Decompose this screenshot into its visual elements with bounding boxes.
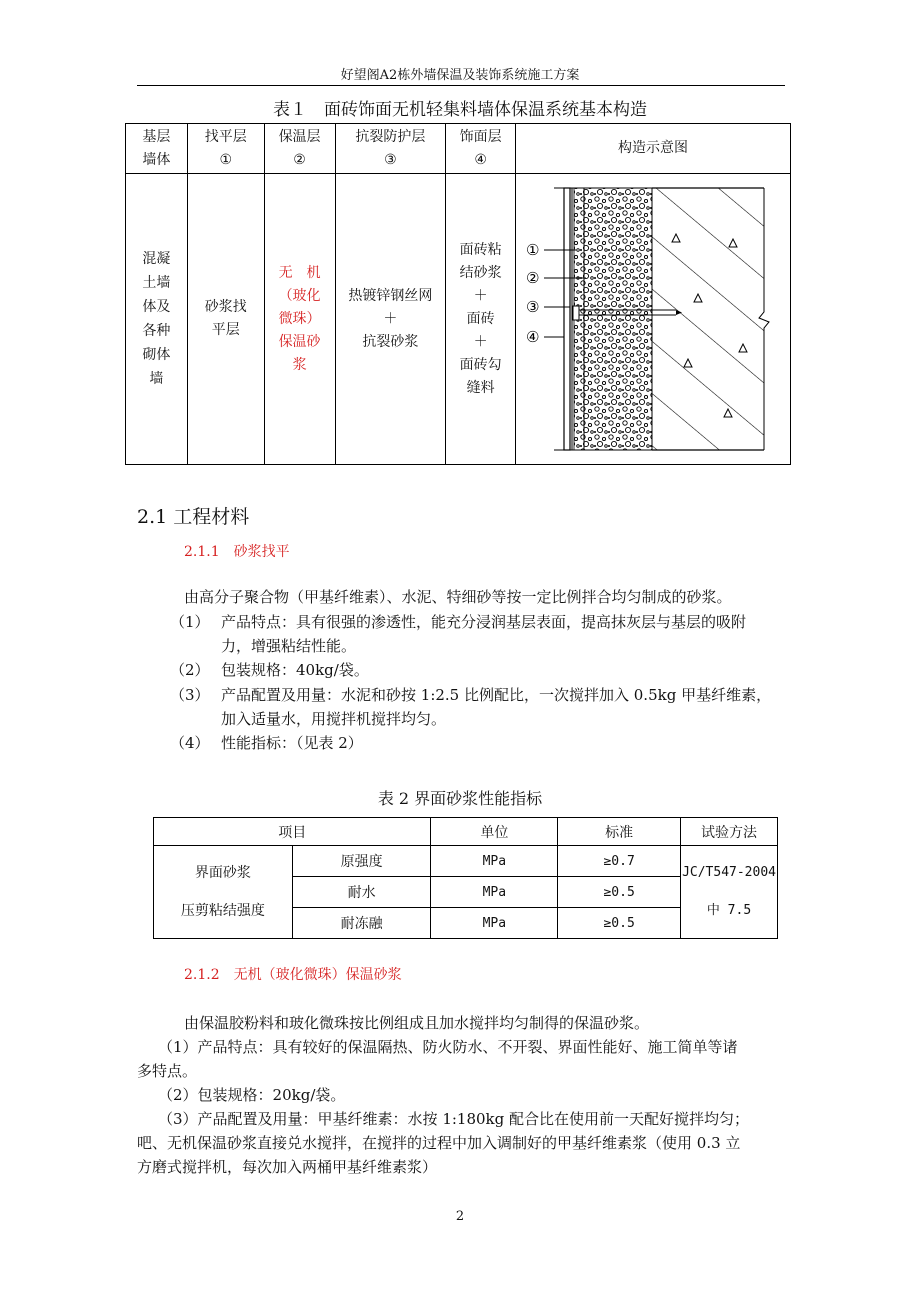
sub2-intro: 由保温胶粉料和玻化微珠按比例组成且加水搅拌均匀制得的保温砂浆。: [184, 1014, 650, 1032]
table1-header-finish: 饰面层 ④: [446, 124, 516, 174]
sub1-intro: 由高分子聚合物（甲基纤维素）、水泥、特细砂等按一定比例拌合均匀制成的砂浆。: [184, 588, 732, 606]
table2-group: 界面砂浆 压剪粘结强度: [154, 846, 293, 939]
subsection-1-title: 2.1.1 砂浆找平: [184, 544, 290, 560]
table2-row3-unit: MPa: [431, 908, 558, 939]
table2-row2-item: 耐水: [292, 877, 431, 908]
table2-caption: 表 2 界面砂浆性能指标: [377, 789, 543, 808]
table2-row2-std: ≥0.5: [558, 877, 681, 908]
table1-cell-finish: 面砖粘 结砂浆 ＋ 面砖 ＋ 面砖勾 缝料: [446, 174, 516, 465]
sub1-item-3-line2: 加入适量水，用搅拌机搅拌均匀。: [221, 710, 447, 728]
header-rule: [137, 85, 785, 86]
table1-cell-base: 混凝 土墙 体及 各种 砌体 墙: [126, 174, 188, 465]
sub1-item-4-line1: 性能指标：（见表 2）: [221, 734, 363, 752]
table1-cell-insulation: 无 机 （玻化 微珠） 保温砂 浆: [264, 174, 335, 465]
sub2-p1-line2: 多特点。: [137, 1062, 198, 1080]
table2-row3-item: 耐冻融: [292, 908, 431, 939]
table2-row1-std: ≥0.7: [558, 846, 681, 877]
diagram-label-2: ②: [526, 269, 540, 287]
sub2-p2: （2）包装规格：20kg/袋。: [158, 1086, 346, 1104]
sub1-item-3-num: （3）: [170, 686, 210, 704]
table2-row1-item: 原强度: [292, 846, 431, 877]
page-header: 好望阁A2栋外墙保温及装饰系统施工方案: [340, 68, 580, 83]
sub1-item-2-line1: 包装规格：40kg/袋。: [221, 661, 369, 679]
sub2-p3-line1: （3）产品配置及用量：甲基纤维素：水按 1:180kg 配合比在使用前一天配好搅拌均匀；: [158, 1110, 750, 1128]
sub1-item-4-num: （4）: [170, 734, 210, 752]
sub1-item-1-num: （1）: [170, 613, 210, 631]
table2-header-unit: 单位: [431, 818, 558, 846]
diagram-label-3: ③: [526, 298, 540, 316]
table2-row3-std: ≥0.5: [558, 908, 681, 939]
table2-header-method: 试验方法: [681, 818, 778, 846]
table2: [153, 817, 778, 939]
subsection-2-title: 2.1.2 无机（玻化微珠）保温砂浆: [184, 967, 402, 983]
table2-row2-unit: MPa: [431, 877, 558, 908]
page-number: 2: [455, 1209, 465, 1224]
table1: [125, 123, 791, 465]
table1-caption: 表１ 面砖饰面无机轻集料墙体保温系统基本构造: [273, 100, 647, 120]
table1-header-insulation: 保温层 ②: [264, 124, 335, 174]
table1-cell-level: 砂浆找 平层: [187, 174, 264, 465]
table1-header-diagram: 构造示意图: [516, 124, 791, 174]
table1-cell-crack: 热镀锌钢丝网 ＋ 抗裂砂浆: [335, 174, 446, 465]
table2-row1-unit: MPa: [431, 846, 558, 877]
sub2-p1-line1: （1）产品特点：具有较好的保温隔热、防火防水、不开裂、界面性能好、施工简单等诸: [158, 1038, 738, 1056]
table2-method: JC/T547-2004 中 7.5: [681, 846, 778, 939]
table2-header-item: 项目: [154, 818, 431, 846]
diagram-label-1: ①: [526, 241, 540, 259]
sub1-item-1-line1: 产品特点：具有很强的渗透性，能充分浸润基层表面，提高抹灰层与基层的吸附: [221, 613, 747, 631]
sub2-p3-line2: 吧、无机保温砂浆直接兑水搅拌，在搅拌的过程中加入调制好的甲基纤维素浆（使用 0.3 立: [137, 1134, 741, 1152]
construction-diagram: [524, 182, 782, 456]
section-title: 2.1 工程材料: [137, 506, 250, 528]
sub1-item-2-num: （2）: [170, 661, 210, 679]
diagram-label-4: ④: [526, 328, 540, 346]
table1-header-crack: 抗裂防护层 ③: [335, 124, 446, 174]
sub2-p3-line3: 方磨式搅拌机，每次加入两桶甲基纤维素浆）: [137, 1158, 438, 1176]
table2-header-std: 标准: [558, 818, 681, 846]
table1-header-level: 找平层 ①: [187, 124, 264, 174]
table1-cell-diagram: [516, 174, 791, 465]
table1-header-base: 基层 墙体: [126, 124, 188, 174]
sub1-item-1-line2: 力，增强粘结性能。: [221, 637, 357, 655]
sub1-item-3-line1: 产品配置及用量：水泥和砂按 1:2.5 比例配比，一次搅拌加入 0.5kg 甲基纤维素，: [221, 686, 772, 704]
